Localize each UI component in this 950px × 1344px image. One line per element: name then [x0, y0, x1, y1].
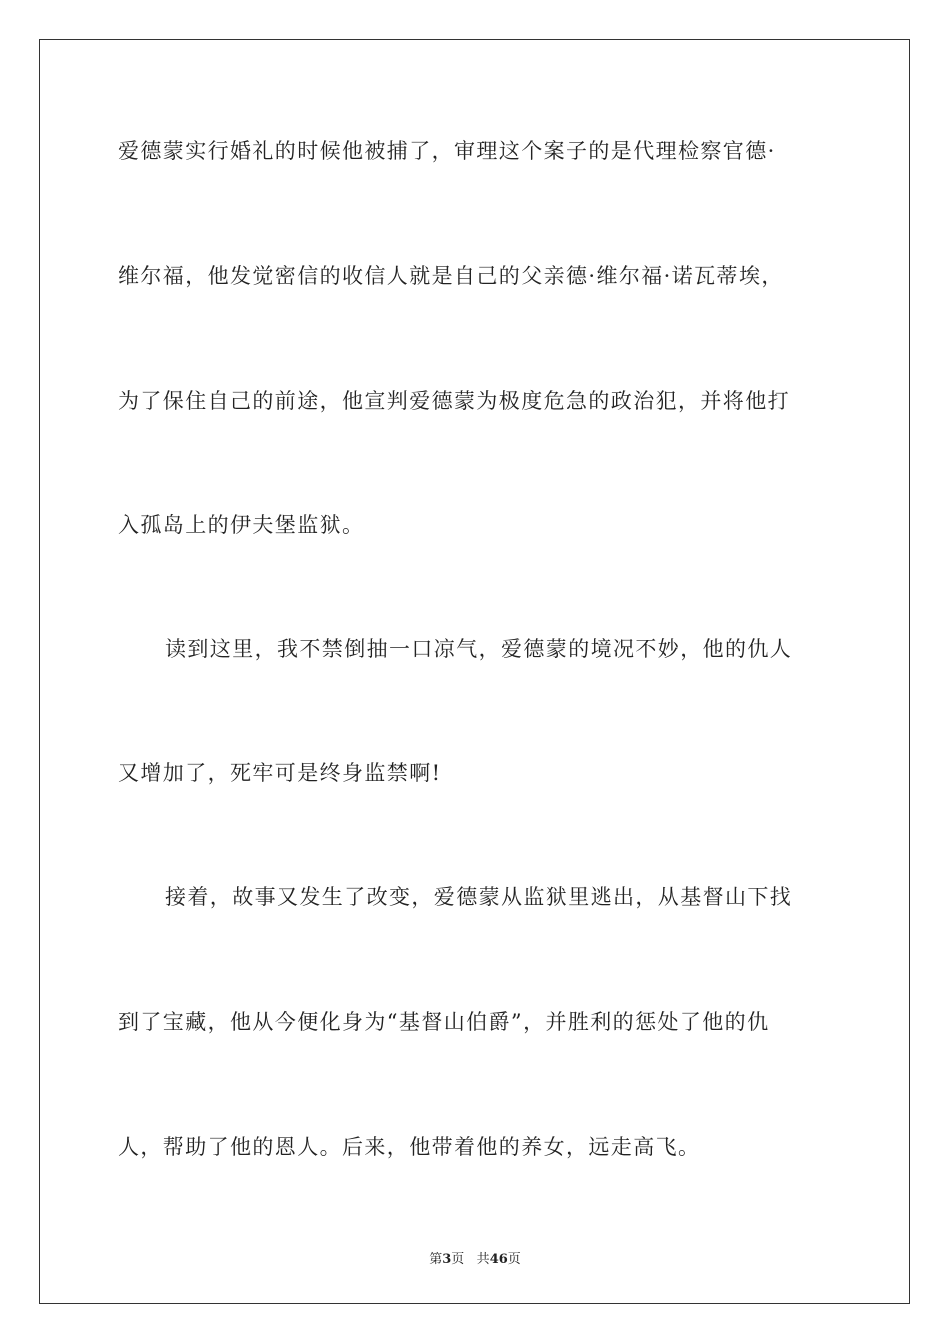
page-footer: [0, 1248, 950, 1267]
text-line-5: 读到这里，我不禁倒抽一口凉气，爱德蒙的境况不妙，他的仇人: [165, 637, 793, 661]
text-line-9: 人，帮助了他的恩人。后来，他带着他的养女，远走高飞。: [118, 1135, 701, 1159]
text-line-7: 接着，故事又发生了改变，爱德蒙从监狱里逃出，从基督山下找: [165, 885, 793, 909]
footer-total-suffix: 页: [507, 1252, 521, 1267]
text-line-1: 爱德蒙实行婚礼的时候他被捕了，审理这个案子的是代理检察官德·: [118, 139, 776, 163]
footer-page-suffix: 页: [451, 1252, 465, 1267]
footer-total-prefix: 共: [476, 1252, 490, 1267]
footer-page-number: 3: [442, 1252, 452, 1267]
text-line-8: 到了宝藏，他从今便化身为“基督山伯爵”，并胜利的惩处了他的仇: [118, 1010, 770, 1034]
text-line-3: 为了保住自己的前途，他宣判爱德蒙为极度危急的政治犯，并将他打: [118, 389, 790, 413]
text-line-2: 维尔福，他发觉密信的收信人就是自己的父亲德·维尔福·诺瓦蒂埃，: [118, 264, 784, 288]
text-line-6: 又增加了，死牢可是终身监禁啊!: [118, 761, 442, 785]
footer-page-prefix: 第: [429, 1252, 443, 1267]
text-line-4: 入孤岛上的伊夫堡监狱。: [118, 513, 365, 537]
footer-total-pages: 46: [489, 1252, 508, 1267]
page-border: [39, 39, 910, 1304]
